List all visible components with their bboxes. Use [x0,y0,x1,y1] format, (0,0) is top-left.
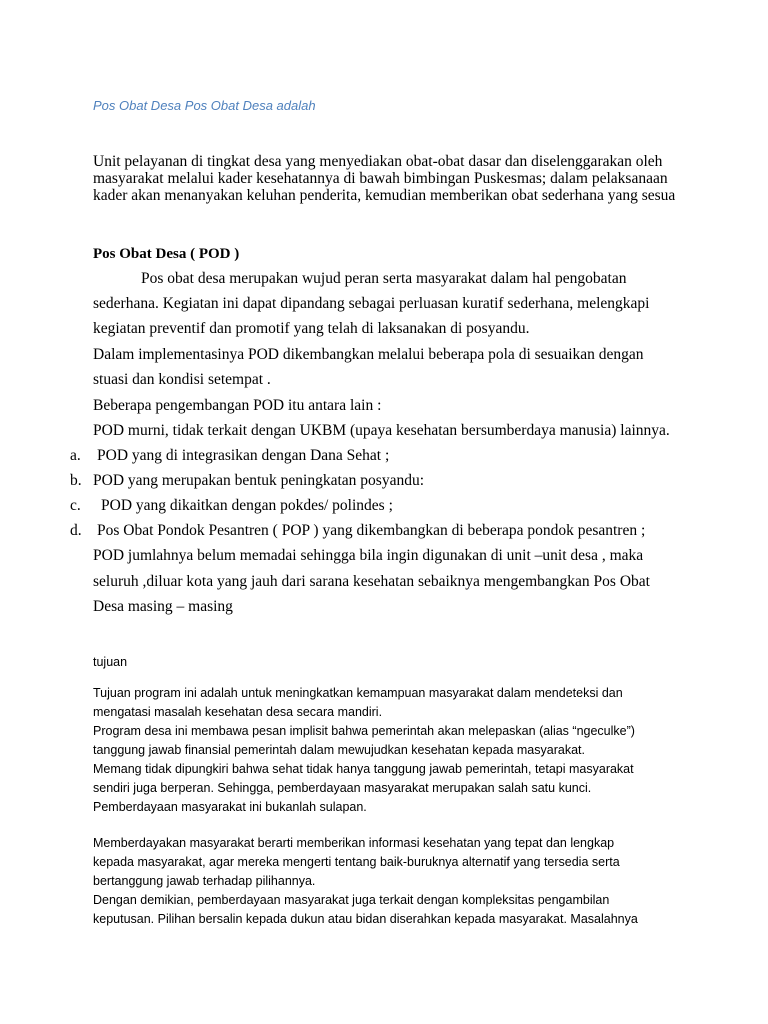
intro-line: masyarakat melalui kader kesehatannya di bawah bimbingan Puskesmas; dalam pelaksanaan [93,170,668,187]
tujuan-line: Pemberdayaan masyarakat ini bukanlah sulapan. [93,800,367,814]
impl-paragraph-line: Dalam implementasinya POD dikembangkan melalui beberapa pola di sesuaikan dengan [93,346,644,363]
intro-line: kader akan menanyakan keluhan penderita, kemudian memberikan obat sederhana yang sesua [93,187,676,204]
list-item-text: Pos Obat Pondok Pesantren ( POP ) yang dikembangkan di beberapa pondok pesantren ; [97,522,646,539]
tujuan-paragraph-1 [93,684,635,817]
intro-paragraph [93,153,675,204]
list-item-text: POD yang di integrasikan dengan Dana Sehat ; [97,447,390,464]
tujuan-line: Tujuan program ini adalah untuk meningkatkan kemampuan masyarakat dalam mendeteksi dan [93,686,623,700]
tujuan-paragraph-2 [93,834,638,929]
list-letter: c. [70,497,81,514]
list-letter: b. [70,472,82,489]
tujuan-line: Program desa ini membawa pesan implisit bahwa pemerintah akan melepaskan (alias “ngeculke”) [93,724,635,738]
tujuan-line: tanggung jawab finansial pemerintah dalam mewujudkan kesehatan kepada masyarakat. [93,743,585,757]
tujuan-line: Dengan demikian, pemberdayaan masyarakat juga terkait dengan kompleksitas pengambilan [93,893,610,907]
pod-paragraph-line: Pos obat desa merupakan wujud peran serta masyarakat dalam hal pengobatan [141,270,627,287]
pod-paragraph-line: kegiatan preventif dan promotif yang telah di laksanakan di posyandu. [93,320,530,337]
closing-line: seluruh ,diluar kota yang jauh dari sarana kesehatan sebaiknya mengembangkan Pos Obat [93,573,650,590]
list-item-text: POD yang merupakan bentuk peningkatan posyandu: [93,472,425,489]
document-heading: Pos Obat Desa Pos Obat Desa adalah [93,98,316,113]
development-intro: Beberapa pengembangan POD itu antara lain : [93,397,382,414]
pod-section-title: Pos Obat Desa ( POD ) [93,246,240,262]
pod-murni-line: POD murni, tidak terkait dengan UKBM (upaya kesehatan bersumberdaya manusia) lainnya. [93,422,670,439]
tujuan-line: keputusan. Pilihan bersalin kepada dukun atau bidan diserahkan kepada masyarakat. Masalahnya [93,912,638,926]
closing-line: Desa masing – masing [93,598,233,615]
tujuan-line: bertanggung jawab terhadap pilihannya. [93,874,316,888]
list-letter: d. [70,522,82,539]
list-letter: a. [70,447,81,464]
tujuan-line: Memang tidak dipungkiri bahwa sehat tidak hanya tanggung jawab pemerintah, tetapi masyarakat [93,762,634,776]
tujuan-title: tujuan [93,655,128,669]
tujuan-line: kepada masyarakat, agar mereka mengerti tentang baik-buruknya alternatif yang tersedia serta [93,855,620,869]
intro-line: Unit pelayanan di tingkat desa yang menyediakan obat-obat dasar dan diselenggarakan oleh [93,153,663,170]
tujuan-line: Memberdayakan masyarakat berarti memberikan informasi kesehatan yang tepat dan lengkap [93,836,615,850]
pod-paragraph-line: sederhana. Kegiatan ini dapat dipandang sebagai perluasan kuratif sederhana, melengkapi [93,295,650,312]
list-item-text: POD yang dikaitkan dengan pokdes/ polindes ; [101,497,393,514]
tujuan-line: mengatasi masalah kesehatan desa secara mandiri. [93,705,383,719]
impl-paragraph-line: stuasi dan kondisi setempat . [93,371,271,388]
tujuan-line: sendiri juga berperan. Sehingga, pemberdayaan masyarakat merupakan salah satu kunci. [93,781,592,795]
closing-line: POD jumlahnya belum memadai sehingga bila ingin digunakan di unit –unit desa , maka [93,547,644,564]
